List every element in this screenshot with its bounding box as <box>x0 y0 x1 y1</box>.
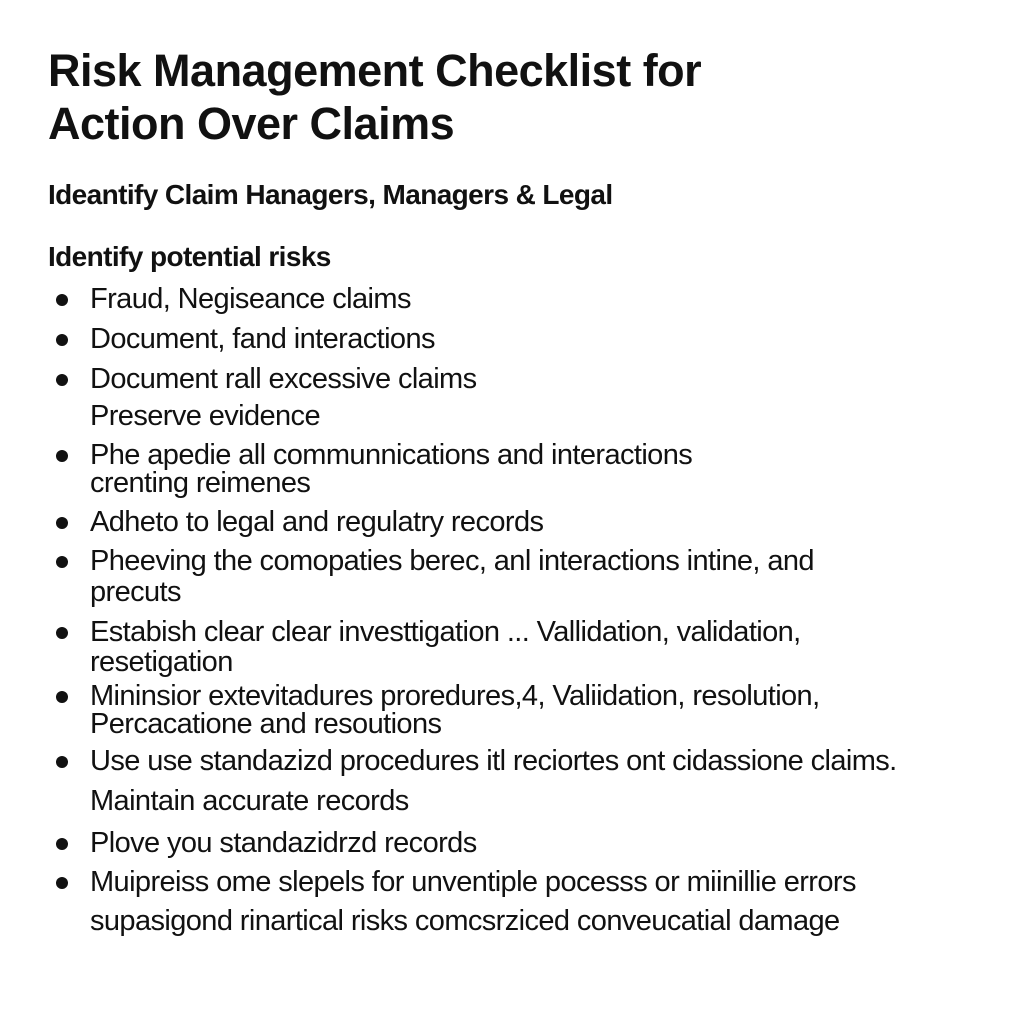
item-text: Plove you standazidrzd records <box>90 827 477 859</box>
item-text: Muipreiss ome slepels for unventiple pocesss or miinillie errors <box>90 866 856 898</box>
item-text-continued: crenting reimenes <box>90 467 311 499</box>
bullet-icon <box>56 450 68 462</box>
subheading-potential-risks: Identify potential risks <box>48 241 331 272</box>
item-text: Adheto to legal and regulatry records <box>90 506 544 538</box>
title-line-1: Risk Management Checklist for <box>48 45 702 96</box>
bullet-icon <box>56 294 68 306</box>
item-text: Estabish clear clear investtigation ... Vallidation, validation, <box>90 616 801 648</box>
subheading-responsible-parties: Ideantify Claim Hanagers, Managers & Legal <box>48 179 613 210</box>
bullet-icon <box>56 877 68 889</box>
item-text-continued: Percacatione and resoutions <box>90 708 442 740</box>
bullet-icon <box>56 374 68 386</box>
item-text: Pheeving the comopaties berec, anl interactions intine, and <box>90 545 814 577</box>
bullet-icon <box>56 691 68 703</box>
page-title <box>48 44 988 150</box>
item-text: Document rall excessive claims <box>90 363 477 395</box>
bullet-icon <box>56 334 68 346</box>
item-text-continued: resetigation <box>90 646 233 678</box>
bullet-icon <box>56 627 68 639</box>
item-text: Mininsior extevitadures proredures,4, Valiidation, resolution, <box>90 680 820 712</box>
item-text: Document, fand interactions <box>90 323 435 355</box>
item-text: Phe apedie all communnications and interactions <box>90 439 693 471</box>
item-text: Maintain accurate records <box>90 785 409 817</box>
bullet-icon <box>56 838 68 850</box>
title-line-2: Action Over Claims <box>48 98 455 149</box>
item-text: Preserve evidence <box>90 400 320 432</box>
item-text: Fraud, Negiseance claims <box>90 283 411 315</box>
bullet-icon <box>56 556 68 568</box>
bullet-icon <box>56 517 68 529</box>
bullet-icon <box>56 756 68 768</box>
item-text-continued: precuts <box>90 576 181 608</box>
item-text: Use use standazizd procedures itl reciortes ont cidassione claims. <box>90 745 897 777</box>
item-text: supasigond rinartical risks comcsrziced conveucatial damage <box>90 905 840 937</box>
